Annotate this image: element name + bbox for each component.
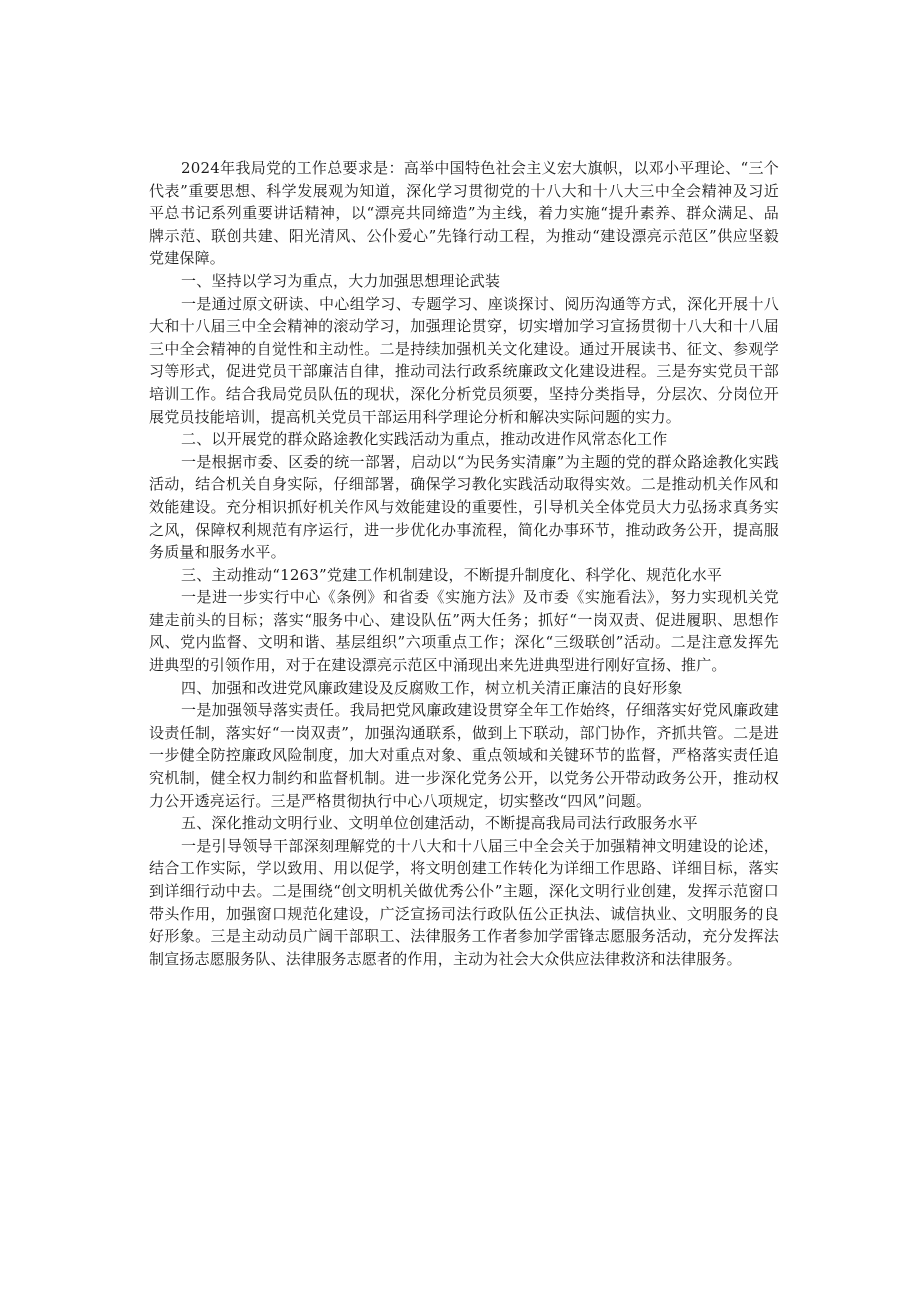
intro-paragraph: 2024年我局党的工作总要求是：高举中国特色社会主义宏大旗帜，以邓小平理论、“三个代表”重要思想、科学发展观为知道，深化学习贯彻党的十八大和十八大三中全会精神及习近平总书记系列重要讲话精神，以“漂亮共同缔造”为主线，着力实施“提升素养、群众满足、品牌示范、联创共建、阳光清风、公仆爱心”先锋行动工程，为推动“建设漂亮示范区”供应坚毅党建保障。 [149,159,779,268]
section-2-body: 一是根据市委、区委的统一部署，启动以“为民务实清廉”为主题的党的群众路途教化实践活动，结合机关自身实际，仔细部署，确保学习教化实践活动取得实效。二是推动机关作风和效能建设。充分相识抓好机关作风与效能建设的重要性，引导机关全体党员大力弘扬求真务实之风，保障权利规范有序运行，进一步优化办事流程，简化办事环节，推动政务公开，提高服务质量和服务水平。 [149,452,779,562]
section-1-heading: 一、坚持以学习为重点，大力加强思想理论武装 [181,271,501,290]
section-5-body: 一是引导领导干部深刻理解党的十八大和十八届三中全会关于加强精神文明建设的论述，结合工作实际，学以致用、用以促学，将文明创建工作转化为详细工作思路、详细目标，落实到详细行动中去。二是围绕“创文明机关做优秀公仆”主题，深化文明行业创建，发挥示范窗口带头作用，加强窗口规范化建设，广泛宣扬司法行政队伍公正执法、诚信执业、文明服务的良好形象。三是主动动员广阔干部职工、法律服务工作者参加学雷锋志愿服务活动，充分发挥法制宣扬志愿服务队、法律服务志愿者的作用，主动为社会大众供应法律救济和法律服务。 [149,836,779,968]
document-body [149,157,779,970]
section-5-heading: 五、深化推动文明行业、文明单位创建活动，不断提高我局司法行政服务水平 [181,814,698,833]
section-1-body: 一是通过原文研读、中心组学习、专题学习、座谈探讨、阅历沟通等方式，深化开展十八大和十八届三中全会精神的滚动学习，加强理论贯穿，切实增加学习宣扬贯彻十八大和十八届三中全会精神的自觉性和主动性。二是持续加强机关文化建设。通过开展读书、征文、参观学习等形式，促进党员干部廉洁自律，推动司法行政系统廉政文化建设进程。三是夯实党员干部培训工作。结合我局党员队伍的现状，深化分析党员须要，坚持分类指导，分层次、分岗位开展党员技能培训，提高机关党员干部运用科学理论分析和解决实际问题的实力。 [149,294,779,426]
section-3-heading: 三、主动推动“1263”党建工作机制建设，不断提升制度化、科学化、规范化水平 [181,565,723,584]
section-4-heading: 四、加强和改进党风廉政建设及反腐败工作，树立机关清正廉洁的良好形象 [181,678,683,697]
section-2-heading: 二、以开展党的群众路途教化实践活动为重点，推动改进作风常态化工作 [181,430,668,449]
section-3-body: 一是进一步实行中心《条例》和省委《实施方法》及市委《实施看法》，努力实现机关党建走前头的目标；落实“服务中心、建设队伍”两大任务；抓好“一岗双责、促进履职、思想作风、党内监督、文明和谐、基层组织”六项重点工作；深化“三级联创”活动。二是注意发挥先进典型的引领作用，对于在建设漂亮示范区中涌现出来先进典型进行刚好宣扬、推广。 [149,588,779,675]
section-4-body: 一是加强领导落实责任。我局把党风廉政建设贯穿全年工作始终，仔细落实好党风廉政建设责任制，落实好“一岗双责”，加强沟通联系，做到上下联动，部门协作，齐抓共管。二是进一步健全防控廉政风险制度，加大对重点对象、重点领域和关键环节的监督，严格落实责任追究机制，健全权力制约和监督机制。进一步深化党务公开，以党务公开带动政务公开，推动权力公开透亮运行。三是严格贯彻执行中心八项规定，切实整改“四风”问题。 [149,701,779,810]
